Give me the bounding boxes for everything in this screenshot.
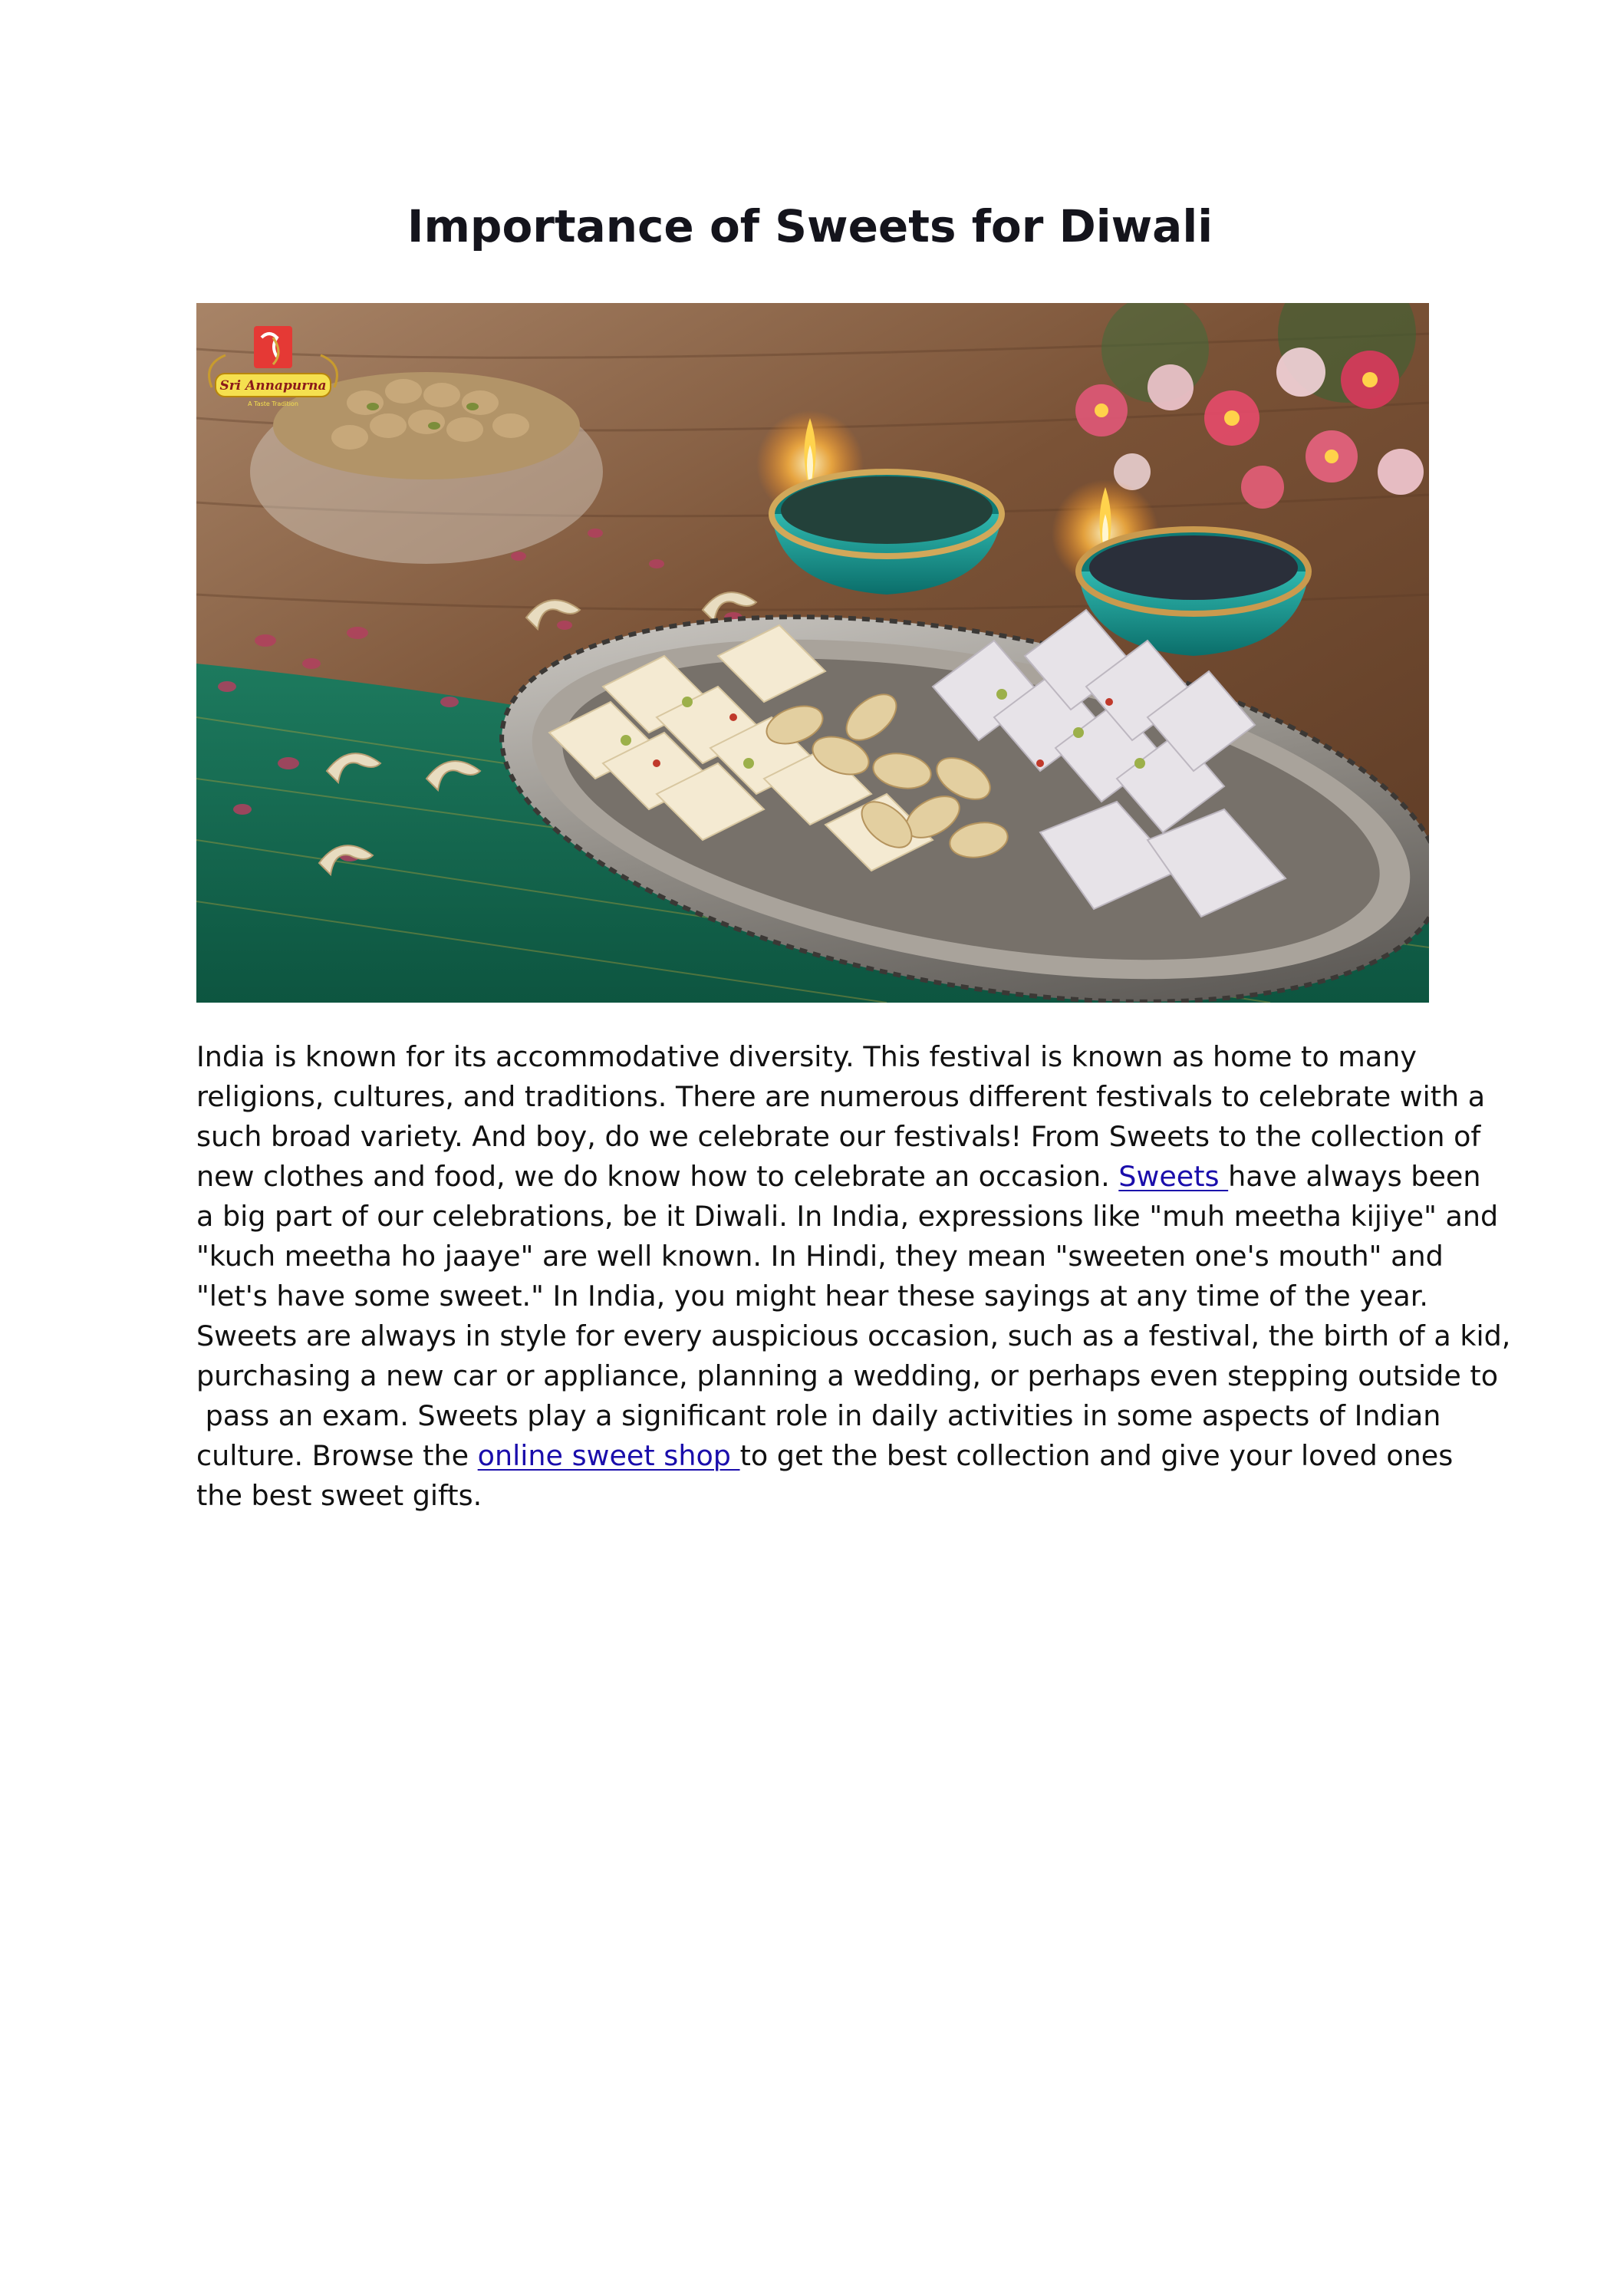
paragraph-line: India is known for its accommodative diversity. This festival is known as home to many <box>196 1040 1417 1073</box>
line-text-after: to get the best collection and give your loved ones <box>739 1439 1454 1472</box>
page-title: Importance of Sweets for Diwali <box>407 200 1213 252</box>
logo-name: Sri Annapurna <box>219 378 327 394</box>
paragraph-line <box>196 1436 1454 1476</box>
diwali-sweets-photo <box>196 303 1429 1003</box>
pistachio-bowl <box>250 372 603 564</box>
line-text-after: have always been <box>1228 1160 1481 1193</box>
paragraph-line: a big part of our celebrations, be it Diwali. In India, expressions like "muh meetha kijiye" and <box>196 1200 1499 1233</box>
sweets-link[interactable]: Sweets <box>1118 1160 1229 1193</box>
article-paragraph <box>196 1037 1511 1516</box>
paragraph-line: religions, cultures, and traditions. There are numerous different festivals to celebrate with a <box>196 1080 1486 1113</box>
online-sweet-shop-link[interactable]: online sweet shop <box>477 1439 740 1472</box>
paragraph-line: such broad variety. And boy, do we celebrate our festivals! From Sweets to the collection of <box>196 1120 1481 1153</box>
paragraph-line: "kuch meetha ho jaaye" are well known. In Hindi, they mean "sweeten one's mouth" and <box>196 1240 1444 1273</box>
logo-tagline: A Taste Tradition <box>248 400 298 407</box>
paragraph-line: purchasing a new car or appliance, planning a wedding, or perhaps even stepping outside to <box>196 1359 1499 1392</box>
hero-image <box>196 303 1429 1003</box>
paragraph-line: Sweets are always in style for every auspicious occasion, such as a festival, the birth of a kid, <box>196 1319 1511 1352</box>
paragraph-line <box>196 1157 1481 1197</box>
paragraph-line: pass an exam. Sweets play a significant role in daily activities in some aspects of Indian <box>196 1399 1441 1432</box>
line-text-before: new clothes and food, we do know how to celebrate an occasion. <box>196 1160 1119 1193</box>
paragraph-line: the best sweet gifts. <box>196 1479 482 1512</box>
paragraph-line: "let's have some sweet." In India, you might hear these sayings at any time of the year. <box>196 1280 1429 1313</box>
line-text-before: culture. Browse the <box>196 1439 478 1472</box>
